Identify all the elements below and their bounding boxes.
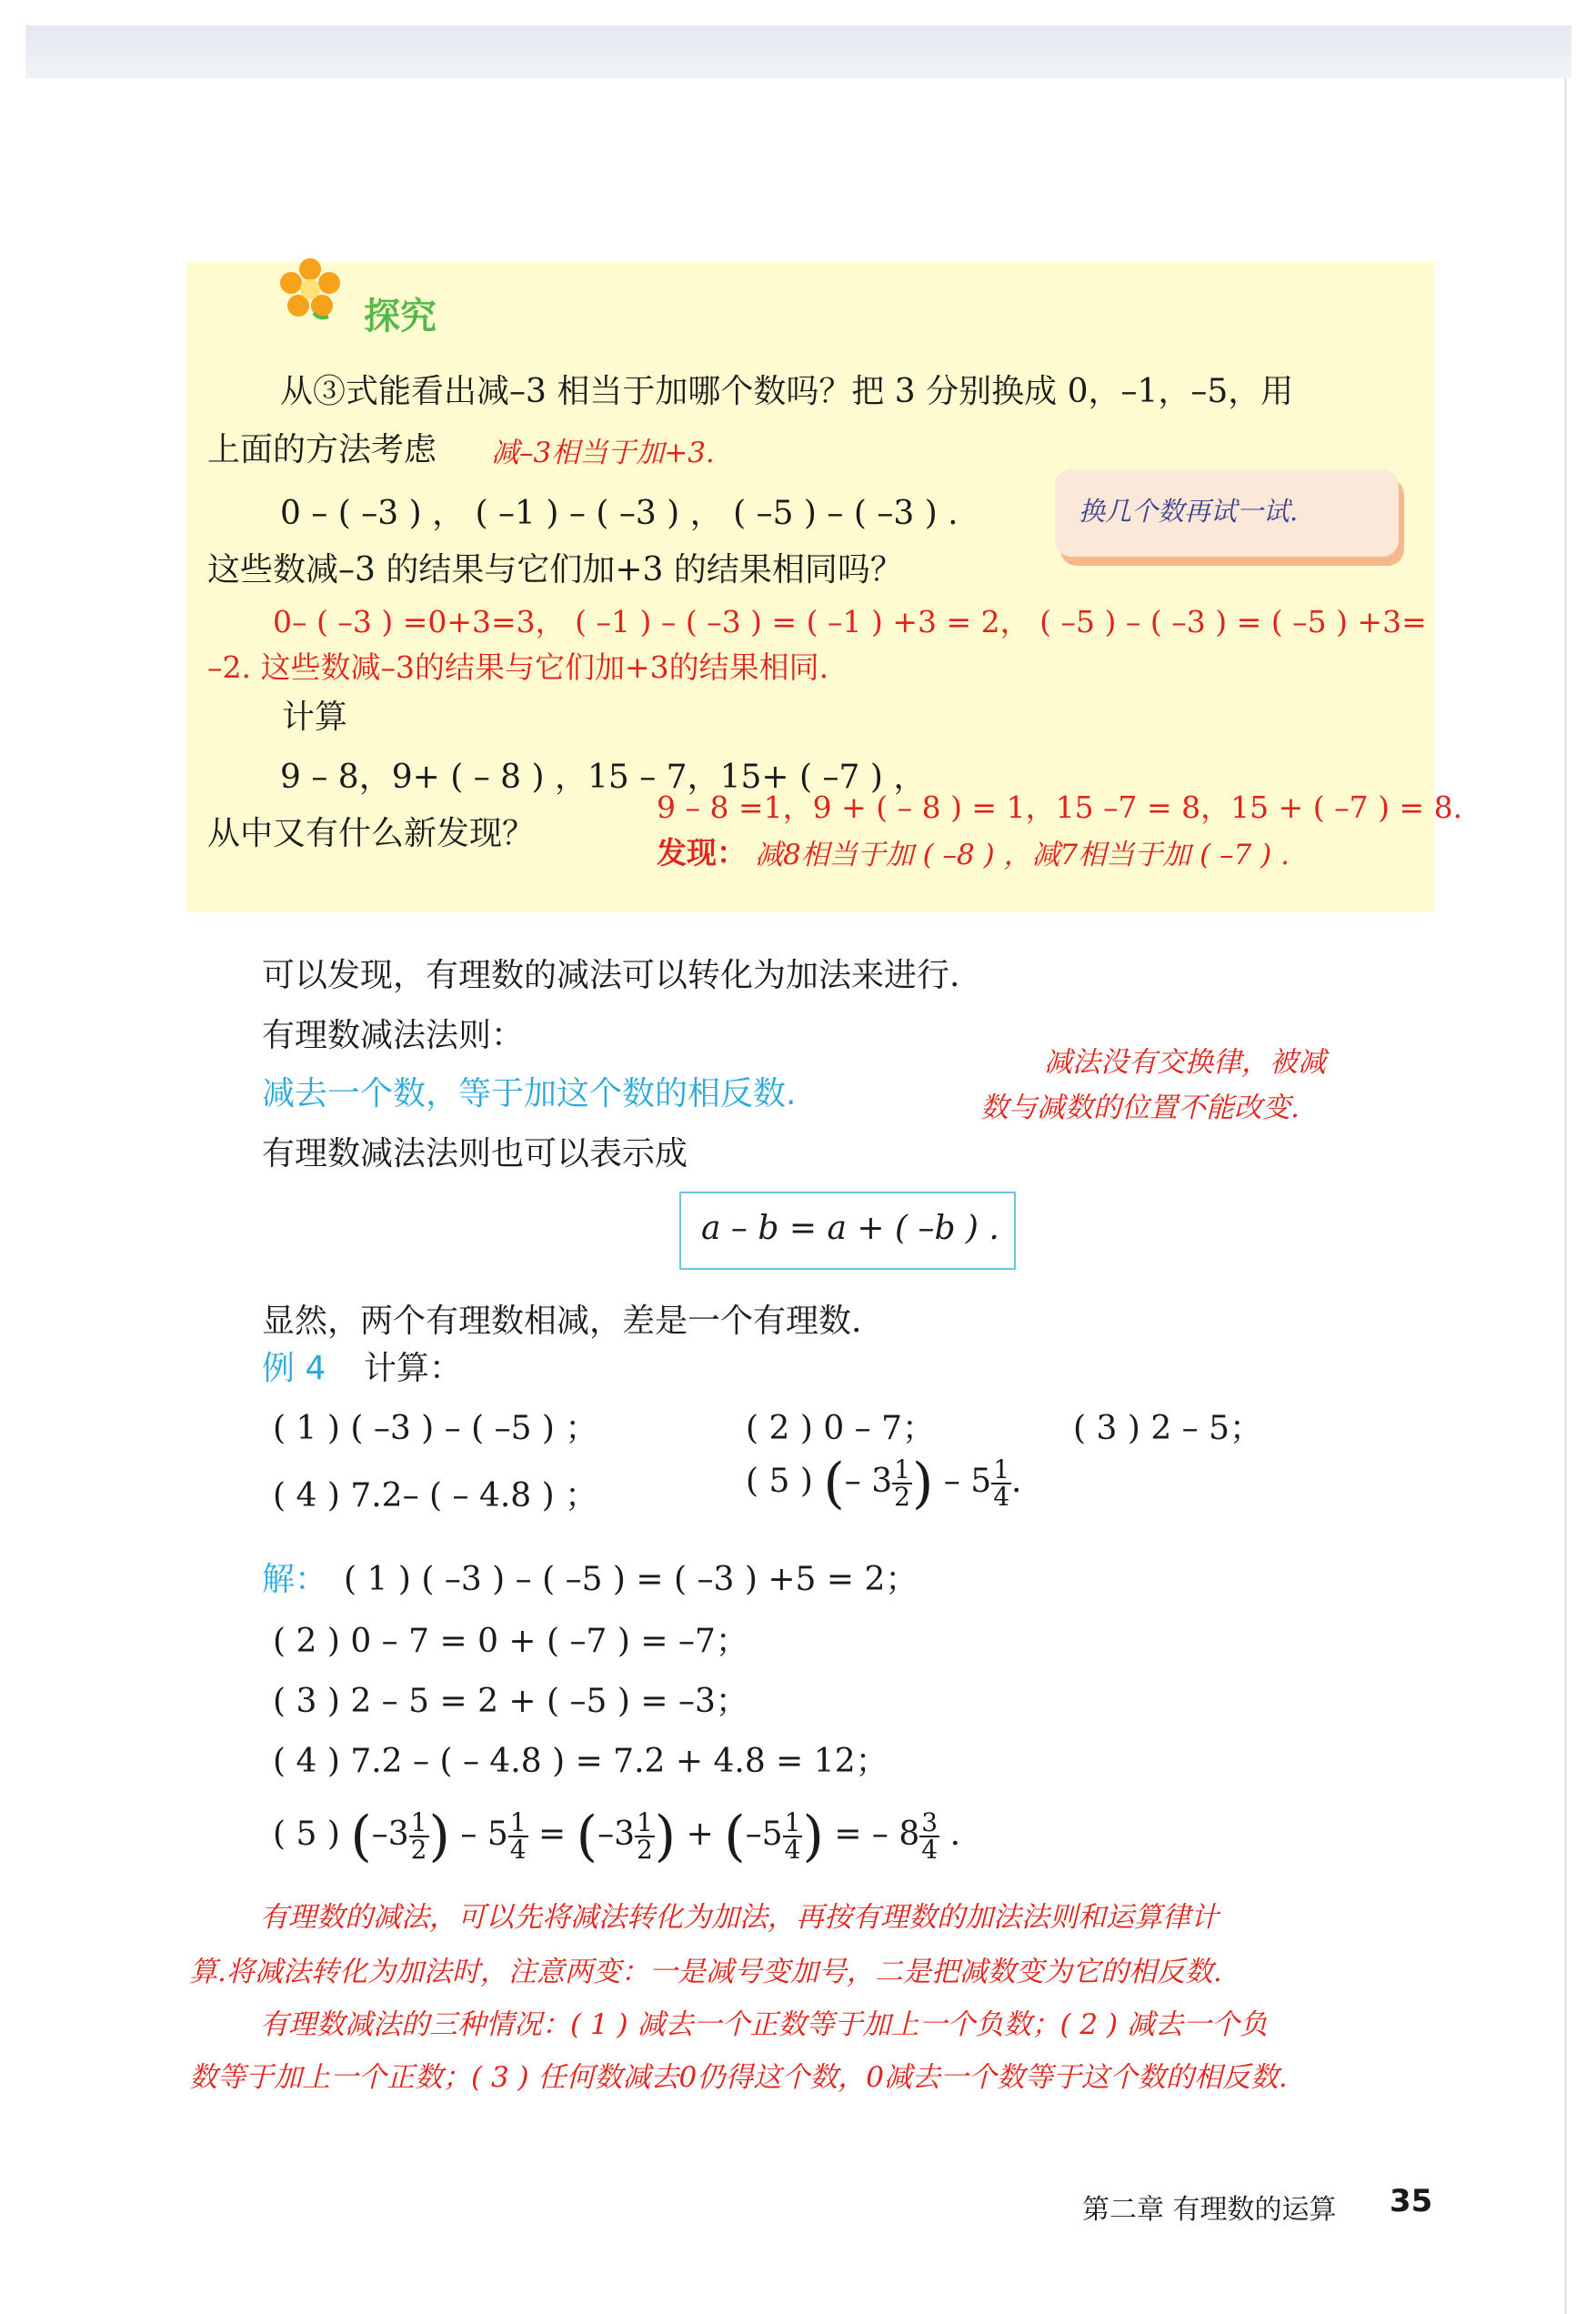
explore-expression: 0 – ( –3 ) ， ( –1 ) – ( –3 ) ， ( –5 ) – ( –3 ) . <box>280 495 959 532</box>
explore-answer-3-line-1: 9 – 8 =1，9 + ( – 8 ) = 1，15 –7 = 8，15 + ( –7 ) = 8. <box>657 790 1463 825</box>
fraction-one-quarter: $\frac{1}{4}$ <box>993 1454 1010 1512</box>
explore-question-1-line-1: 从③式能看出减–3 相当于加哪个数吗？把 3 分别换成 0，–1，–5，用 <box>280 373 1294 410</box>
example-5-prefix: ( 5 ) <box>746 1463 813 1500</box>
discovery-text: 减8相当于加 ( –8 ) ，减7相当于加 ( –7 ) . <box>755 839 1290 871</box>
callout-bubble <box>1055 469 1399 557</box>
summary-line-4: 数等于加上一个正数；( 3 ) 任何数减去0仍得这个数，0减去一个数等于这个数的相反数. <box>189 2061 1288 2094</box>
example-label: 例 4 <box>262 1350 326 1387</box>
explore-question-3: 从中又有什么新发现？ <box>207 815 536 852</box>
solution-2: ( 2 ) 0 – 7 = 0 + ( –7 ) = –7； <box>273 1623 748 1660</box>
summary-line-2: 算.将减法转化为加法时，注意两变：一是减号变加号，二是把减数变为它的相反数. <box>189 1956 1222 1988</box>
margin-note-line-1: 减法没有交换律，被减 <box>1044 1046 1326 1079</box>
solution-label: 解： <box>262 1561 328 1598</box>
explore-answer-1: 减–3相当于加+3. <box>491 437 715 469</box>
page-top-band <box>25 25 1571 78</box>
example-item-4: ( 4 ) 7.2– ( – 4.8 ) ； <box>273 1477 598 1514</box>
solution-3: ( 3 ) 2 – 5 = 2 + ( –5 ) = –3； <box>273 1683 748 1720</box>
callout-text: 换几个数再试一试. <box>1079 496 1299 527</box>
explore-question-1-line-2: 上面的方法考虑 <box>207 431 437 468</box>
solution-1: ( 1 ) ( –3 ) – ( –5 ) = ( –3 ) +5 = 2； <box>344 1561 918 1598</box>
summary-line-3: 有理数减法的三种情况：( 1 ) 减去一个正数等于加上一个负数；( 2 ) 减去一个负 <box>260 2008 1268 2041</box>
page-edge <box>1564 78 1567 2314</box>
paragraph-2: 有理数减法法则也可以表示成 <box>262 1135 688 1172</box>
example-item-5: ( 5 ) (– 3 $\frac{1}{2}$ ) – 5 $\frac{1}{4}$ . <box>746 1452 1022 1515</box>
compute-label: 计算 <box>282 699 348 736</box>
fraction-one-half: $\frac{1}{2}$ <box>894 1454 910 1512</box>
flower-icon <box>277 257 343 322</box>
example-item-2: ( 2 ) 0 – 7； <box>746 1410 936 1447</box>
discovery-label: 发现： <box>657 835 747 870</box>
example-item-3: ( 3 ) 2 – 5； <box>1073 1410 1263 1447</box>
explore-answer-2-line-2: –2. 这些数减–3的结果与它们加+3的结果相同. <box>207 649 829 685</box>
example-5-term-a: – 3 <box>844 1463 893 1500</box>
rule-title: 有理数减法法则： <box>262 1017 525 1054</box>
subtraction-formula: a – b = a + ( –b ) . <box>701 1210 999 1247</box>
explore-question-2: 这些数减–3 的结果与它们加+3 的结果相同吗？ <box>207 551 903 589</box>
summary-line-1: 有理数的减法，可以先将减法转化为加法，再按有理数的加法法则和运算律计 <box>260 1901 1219 1934</box>
example-item-1: ( 1 ) ( –3 ) – ( –5 ) ； <box>273 1410 598 1447</box>
page-number: 35 <box>1390 2183 1433 2219</box>
paragraph-1: 可以发现，有理数的减法可以转化为加法来进行. <box>262 957 960 994</box>
solution-5: ( 5 ) (–3 $\frac{1}{2}$ ) – 5 $\frac{1}{4}$ = (–3 $\frac{1}{2}$ ) + (–5 $\frac{1}{4}$ ) = – 8 $\frac{3}{4}$ . <box>273 1805 961 1868</box>
example-title: 计算： <box>364 1350 463 1387</box>
explore-answer-2-line-1: 0– ( –3 ) =0+3=3， ( –1 ) – ( –3 ) = ( –1 ) +3 = 2， ( –5 ) – ( –3 ) = ( –5 ) +3= <box>273 604 1427 639</box>
explore-title: 探究 <box>364 296 437 337</box>
margin-note-line-2: 数与减数的位置不能改变. <box>980 1092 1300 1124</box>
formula-box <box>679 1192 1016 1270</box>
solution-4: ( 4 ) 7.2 – ( – 4.8 ) = 7.2 + 4.8 = 12； <box>273 1743 888 1780</box>
example-5-term-b: – 5 <box>943 1463 992 1500</box>
compute-expression: 9 – 8，9+ ( – 8 ) ，15 – 7，15+ ( –7 ) ， <box>280 759 927 796</box>
footer-chapter: 第二章 有理数的运算 <box>1082 2194 1337 2226</box>
subtraction-rule: 减去一个数，等于加这个数的相反数. <box>262 1075 797 1112</box>
paragraph-3: 显然，两个有理数相减，差是一个有理数. <box>262 1303 862 1340</box>
